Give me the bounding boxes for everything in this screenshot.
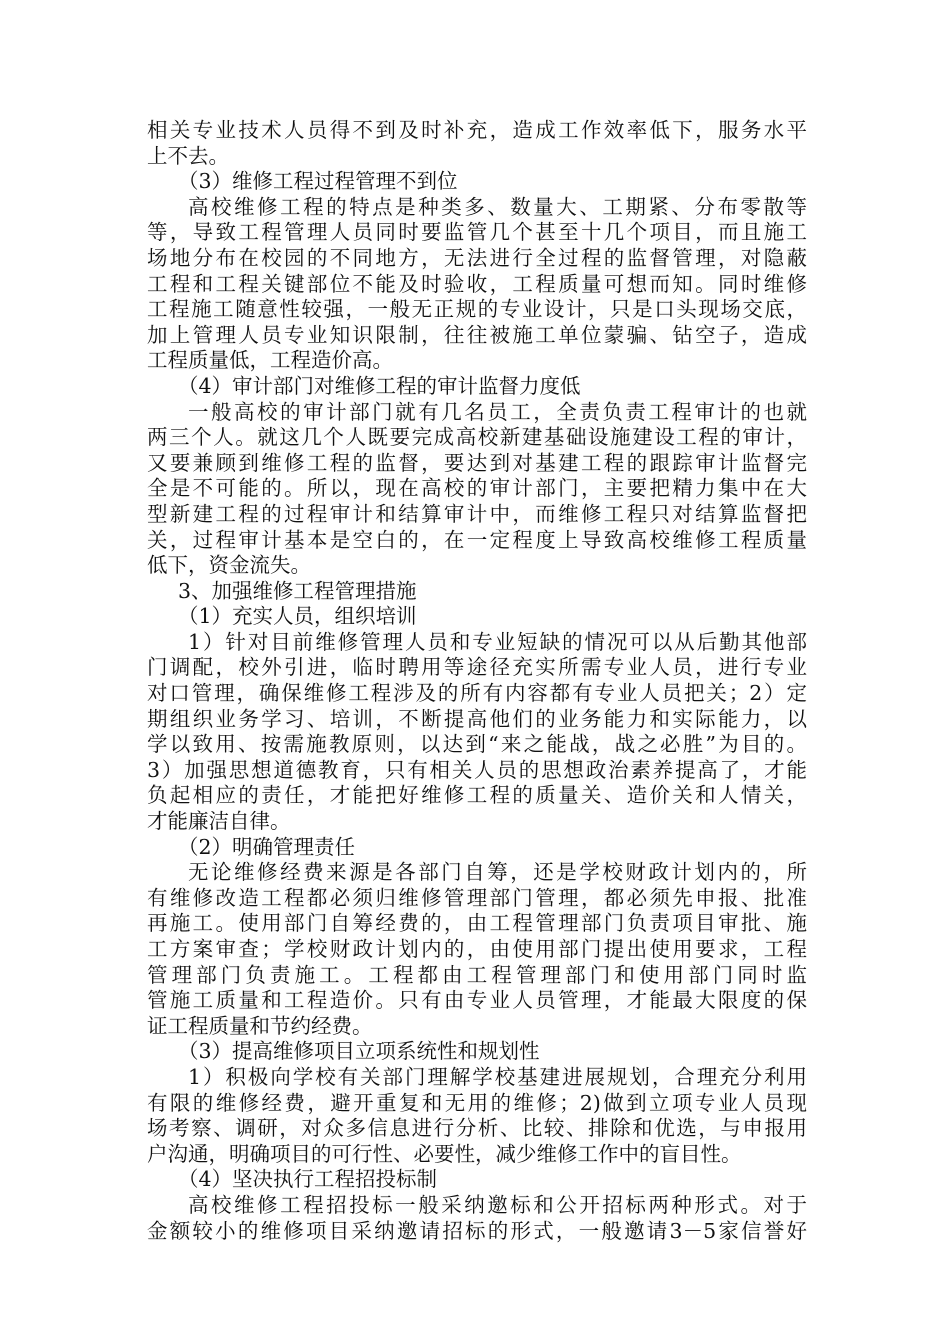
text-line: 证工程质量和节约经费。 (147, 1013, 373, 1038)
text-line: 户沟通，明确项目的可行性、必要性，减少维修工作中的盲目性。 (147, 1141, 742, 1166)
text-line: 全是不可能的。所以，现在高校的审计部门，主要把精力集中在大 (147, 476, 807, 501)
section-heading: （3）提高维修项目立项系统性和规划性 (178, 1039, 540, 1064)
text-line: 工程施工随意性较强，一般无正规的专业设计，只是口头现场交底， (147, 297, 807, 322)
text-line: 金额较小的维修项目采纳邀请招标的形式，一般邀请3－5家信誉好 (147, 1218, 807, 1243)
text-line: 有限的维修经费，避开重复和无用的维修；2)做到立项专业人员现 (147, 1090, 807, 1115)
text-line: 1）针对目前维修管理人员和专业短缺的情况可以从后勤其他部 (188, 629, 807, 654)
text-line: 场地分布在校园的不同地方，无法进行全过程的监督管理，对隐蔽 (147, 245, 807, 270)
text-line: 有维修改造工程都必须归维修管理部门管理，都必须先申报、批准 (147, 885, 807, 910)
text-line: 1）积极向学校有关部门理解学校基建进展规划，合理充分利用 (188, 1064, 807, 1089)
text-line: 高校维修工程招投标一般采纳邀标和公开招标两种形式。对于 (188, 1192, 807, 1217)
text-line: 再施工。使用部门自筹经费的，由工程管理部门负责项目审批、施 (147, 911, 807, 936)
text-line: 工程和工程关键部位不能及时验收，工程质量可想而知。同时维修 (147, 271, 807, 296)
text-line: 3）加强思想道德教育，只有相关人员的思想政治素养提高了，才能 (147, 757, 807, 782)
text-line: 负起相应的责任，才能把好维修工程的质量关、造价关和人情关， (147, 783, 807, 808)
text-line: 管理部门负责施工。工程都由工程管理部门和使用部门同时监 (147, 962, 807, 987)
text-line: 学以致用、按需施教原则，以达到“来之能战，战之必胜”为目的。 (147, 732, 807, 757)
text-line: 上不去。 (147, 143, 229, 168)
section-heading: （1）充实人员，组织培训 (178, 604, 417, 629)
text-line: 工方案审查；学校财政计划内的，由使用部门提出使用要求，工程 (147, 937, 807, 961)
text-line: 期组织业务学习、培训，不断提高他们的业务能力和实际能力，以 (147, 706, 807, 731)
text-line: 又要兼顾到维修工程的监督，要达到对基建工程的跟踪审计监督完 (147, 450, 807, 475)
text-line: 关，过程审计基本是空白的，在一定程度上导致高校维修工程质量 (147, 527, 807, 552)
text-line: 型新建工程的过程审计和结算审计中，而维修工程只对结算监督把 (147, 501, 807, 526)
text-line: 门调配，校外引进，临时聘用等途径充实所需专业人员，进行专业 (147, 655, 807, 680)
text-line: 无论维修经费来源是各部门自筹，还是学校财政计划内的，所 (188, 860, 807, 885)
text-line: 低下，资金流失。 (147, 553, 311, 578)
text-line: 才能廉洁自律。 (147, 809, 291, 834)
text-line: 两三个人。就这几个人既要完成高校新建基础设施建设工程的审计， (147, 425, 807, 450)
section-heading: （4）坚决执行工程招投标制 (178, 1167, 438, 1192)
text-line: 管施工质量和工程造价。只有由专业人员管理，才能最大限度的保 (147, 988, 807, 1013)
body-text (147, 118, 807, 1244)
section-heading: （4）审计部门对维修工程的审计监督力度低 (178, 373, 581, 398)
text-line: 一般高校的审计部门就有几名员工，全责负责工程审计的也就 (188, 399, 807, 424)
text-line: 相关专业技术人员得不到及时补充，造成工作效率低下，服务水平 (147, 118, 807, 142)
section-heading: （3）维修工程过程管理不到位 (178, 169, 458, 194)
text-line: 工程质量低，工程造价高。 (147, 348, 393, 373)
text-line: 对口管理，确保维修工程涉及的所有内容都有专业人员把关；2）定 (147, 681, 807, 706)
text-line: 高校维修工程的特点是种类多、数量大、工期紧、分布零散等 (188, 194, 807, 219)
text-line: 场考察、调研，对众多信息进行分析、比较、排除和优选，与申报用 (147, 1116, 807, 1141)
text-line: 等，导致工程管理人员同时要监管几个甚至十几个项目，而且施工 (147, 220, 807, 245)
text-line: 加上管理人员专业知识限制，往往被施工单位蒙骗、钻空子，造成 (147, 322, 807, 347)
section-heading: （2）明确管理责任 (178, 834, 356, 859)
section-heading: 3、加强维修工程管理措施 (178, 578, 417, 603)
